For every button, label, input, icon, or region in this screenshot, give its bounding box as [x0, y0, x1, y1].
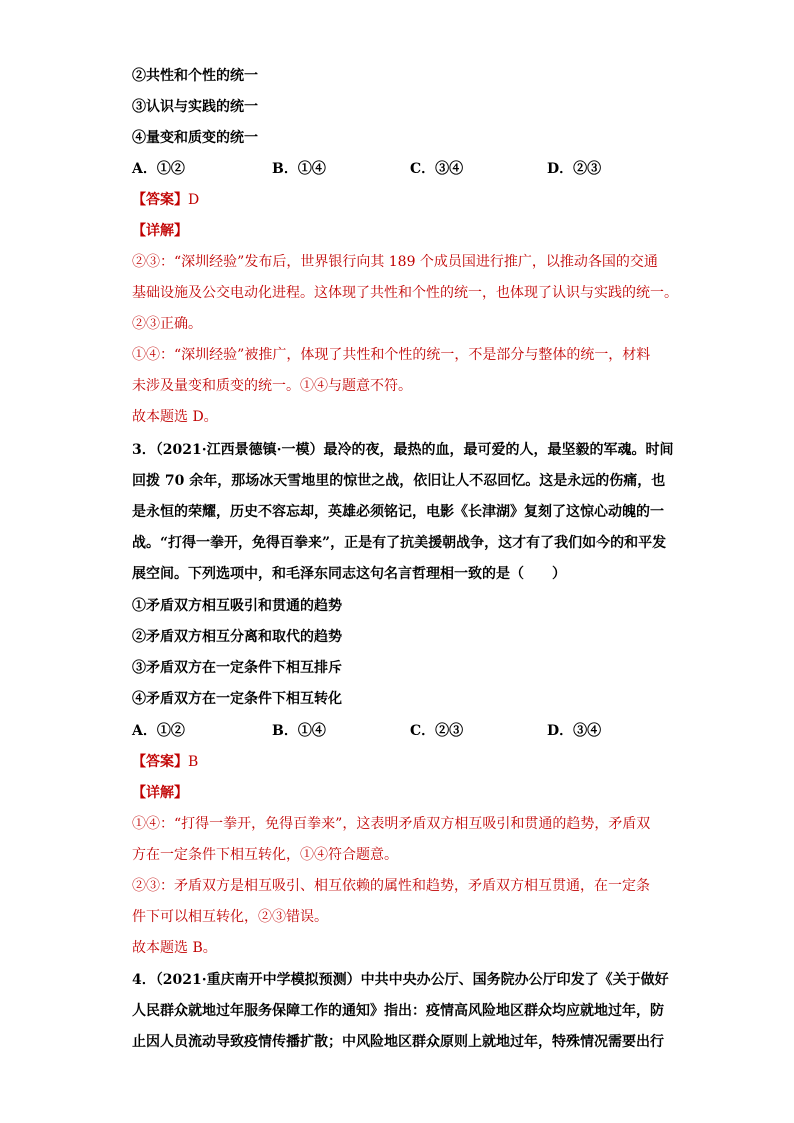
question-4-text: 人民群众就地过年服务保障工作的通知》指出：疫情高风险地区群众均应就地过年，防	[132, 1003, 664, 1019]
q3-option-3: ③矛盾双方在一定条件下相互排斥	[132, 660, 342, 676]
detail-tag: 【详解】	[132, 785, 188, 801]
answer-tag: 【答案】	[132, 192, 188, 208]
answer-value: B	[188, 754, 199, 770]
choice-a: A．①②	[132, 161, 185, 177]
detail-text: ②③：“深圳经验”发布后，世界银行向其 189 个成员国进行推广，以推动各国的交通	[132, 254, 658, 270]
choice-b: B．①④	[272, 723, 326, 739]
detail-text: 基础设施及公交电动化进程。这体现了共性和个性的统一，也体现了认识与实践的统一。	[132, 285, 678, 301]
choice-c: C．③④	[410, 161, 464, 177]
detail-text: 方在一定条件下相互转化，①④符合题意。	[132, 847, 398, 863]
conclusion: 故本题选 D。	[132, 409, 218, 425]
detail-text: ①④：“打得一拳开，免得百拳来”，这表明矛盾双方相互吸引和贯通的趋势，矛盾双	[132, 816, 651, 832]
q3-option-2: ②矛盾双方相互分离和取代的趋势	[132, 629, 342, 645]
option-3: ③认识与实践的统一	[132, 99, 258, 115]
option-4: ④量变和质变的统一	[132, 130, 258, 146]
question-4-text: 止因人员流动导致疫情传播扩散；中风险地区群众原则上就地过年，特殊情况需要出行	[132, 1034, 664, 1050]
choice-d: D．②③	[547, 161, 602, 177]
answer-row	[132, 190, 199, 210]
question-3-text: 3．（2021·江西景德镇·一模）最冷的夜，最热的血，最可爱的人，最坚毅的军魂。时间	[132, 442, 674, 458]
detail-text: 未涉及量变和质变的统一。①④与题意不符。	[132, 378, 412, 394]
q3-option-1: ①矛盾双方相互吸引和贯通的趋势	[132, 598, 342, 614]
question-3-text: 回拨 70 余年，那场冰天雪地里的惊世之战，依旧让人不忍回忆。这是永远的伤痛，也	[132, 473, 666, 489]
question-3-text: 战。“打得一拳开，免得百拳来”，正是有了抗美援朝战争，这才有了我们如今的和平发	[132, 535, 667, 551]
option-2: ②共性和个性的统一	[132, 68, 258, 84]
q3-option-4: ④矛盾双方在一定条件下相互转化	[132, 691, 342, 707]
detail-text: ②③：矛盾双方是相互吸引、相互依赖的属性和趋势，矛盾双方相互贯通，在一定条	[132, 878, 650, 894]
question-3-text: 展空间。下列选项中，和毛泽东同志这句名言哲理相一致的是（ ）	[132, 566, 566, 582]
detail-text: ②③正确。	[132, 316, 202, 332]
detail-tag: 【详解】	[132, 223, 188, 239]
choice-b: B．①④	[272, 161, 326, 177]
detail-text: 件下可以相互转化，②③错误。	[132, 909, 328, 925]
answer-tag: 【答案】	[132, 754, 188, 770]
choice-d: D．③④	[547, 723, 602, 739]
answer-value: D	[188, 192, 200, 208]
question-4-text: 4．（2021·重庆南开中学模拟预测）中共中央办公厅、国务院办公厅印发了《关于做好	[132, 972, 669, 988]
conclusion: 故本题选 B。	[132, 940, 217, 956]
choice-c: C．②③	[410, 723, 464, 739]
question-3-text: 是永恒的荣耀，历史不容忘却，英雄必须铭记，电影《长津湖》复刻了这惊心动魄的一	[132, 504, 664, 520]
answer-row	[132, 752, 198, 772]
detail-text: ①④：“深圳经验”被推广，体现了共性和个性的统一，不是部分与整体的统一，材料	[132, 347, 651, 363]
choice-a: A．①②	[132, 723, 185, 739]
